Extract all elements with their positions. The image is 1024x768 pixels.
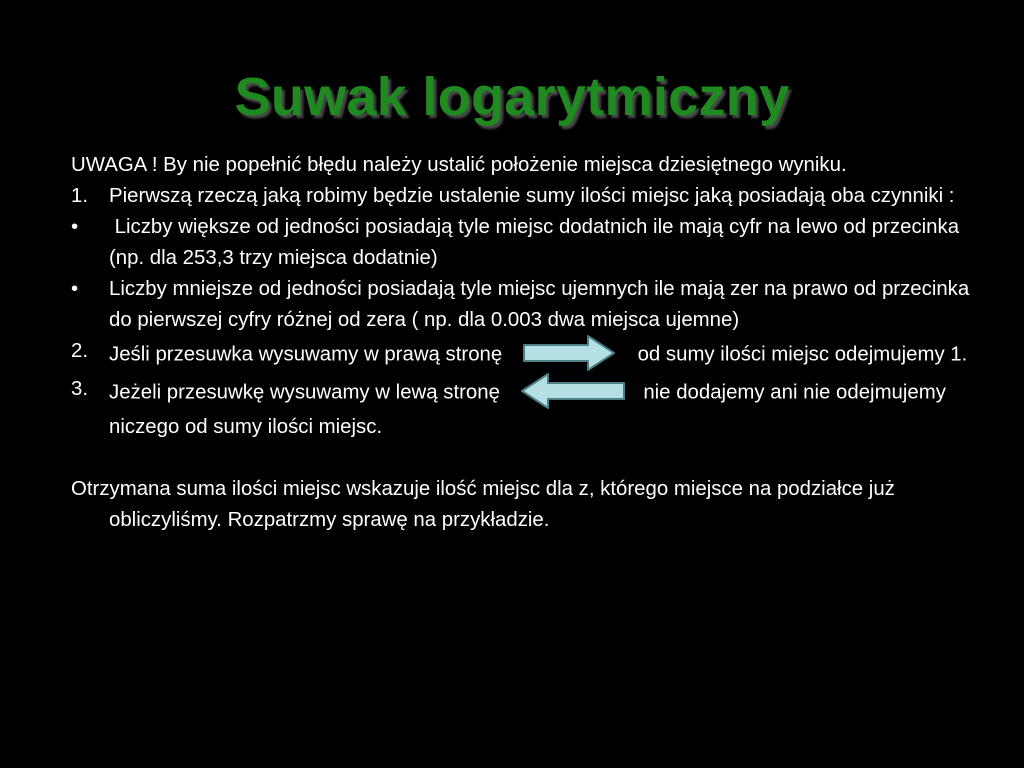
- list-item-2-text-after: od sumy ilości miejsc odejmujemy 1.: [637, 343, 968, 366]
- list-number-1: 1.: [71, 185, 89, 207]
- list-item-1-text: Pierwszą rzeczą jaką robimy będzie ustalenie sumy ilości miejsc jaką posiadają oba czynniki :: [109, 185, 955, 207]
- list-item-3: [71, 374, 981, 443]
- list-item-2: [71, 336, 981, 374]
- bullet-item-2: [71, 274, 981, 336]
- conclusion-paragraph: Otrzymana suma ilości miejsc wskazuje ilość miejsc dla z, którego miejsce na podziałce już obliczyliśmy. Rozpatrzmy sprawę na przykładzie.: [71, 478, 895, 531]
- bullet-item-1-text: Liczby większe od jedności posiadają tyle miejsc dodatnich ile mają cyfr na lewo od przecinka (np. dla 253,3 trzy miejsca dodatnie): [109, 216, 965, 269]
- bullet-item-1: [71, 212, 981, 274]
- list-item-1: [71, 181, 981, 212]
- slide-title: Suwak logarytmiczny: [234, 67, 790, 127]
- list-number-2: 2.: [71, 340, 89, 362]
- arrow-left-icon: [520, 372, 626, 410]
- list-item-3-text-before: Jeżeli przesuwkę wysuwamy w lewą stronę: [109, 381, 500, 404]
- bullet-marker-2: •: [71, 278, 79, 300]
- slide-body: [71, 150, 981, 536]
- spacer: [71, 443, 981, 474]
- bullet-item-2-text: Liczby mniejsze od jedności posiadają tyle miejsc ujemnych ile mają zer na prawo od przecinka do pierwszej cyfry różnej od zera ( np. dla 0.003 dwa miejsca ujemne): [109, 278, 970, 331]
- warning-paragraph: UWAGA ! By nie popełnić błędu należy ustalić położenie miejsca dziesiętnego wyniku.: [71, 154, 847, 176]
- list-item-3-text-after: nie dodajemy ani nie odejmujemy niczego od sumy ilości miejsc.: [109, 381, 946, 438]
- list-number-3: 3.: [71, 378, 89, 400]
- arrow-right-icon: [522, 334, 616, 372]
- bullet-marker-1: •: [71, 216, 79, 238]
- list-item-2-text-before: Jeśli przesuwka wysuwamy w prawą stronę: [109, 343, 503, 366]
